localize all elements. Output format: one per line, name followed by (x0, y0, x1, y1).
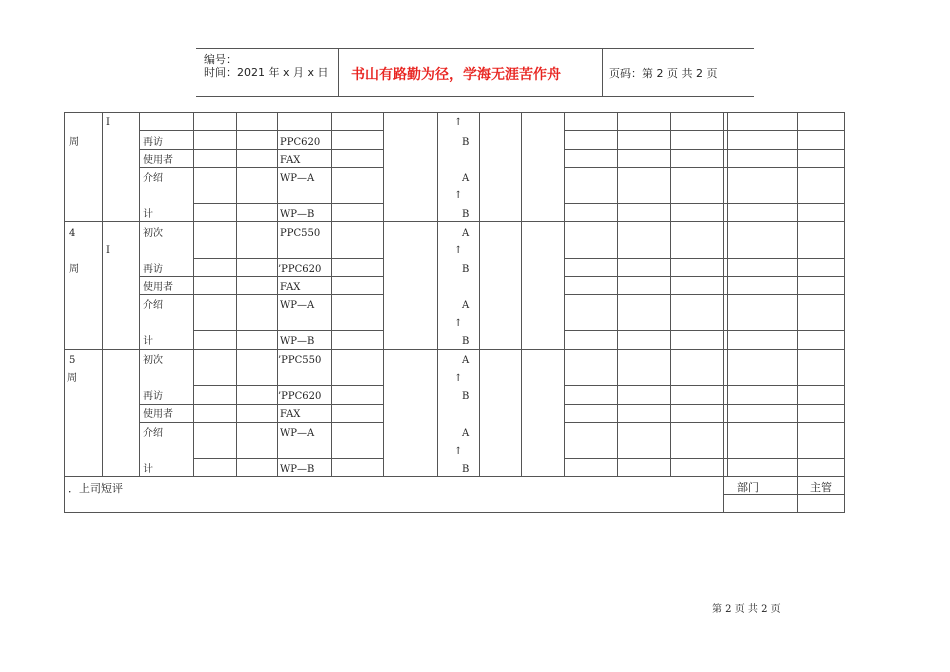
visit-type: 使用者 (143, 409, 173, 420)
grade-value: A (462, 228, 470, 239)
visit-type: 介绍 (143, 173, 163, 184)
grade-value: B (462, 391, 470, 402)
model-code: ’PPC620 (278, 391, 322, 402)
motto-text: 书山有路勤为径，学海无涯苦作舟 (351, 67, 561, 83)
visit-type: 介绍 (143, 428, 163, 439)
visit-type: 初次 (143, 228, 163, 239)
model-code: WP—A (280, 428, 315, 439)
manager-label: 主管 (810, 481, 832, 494)
grade-arrow: ↑ (454, 446, 463, 457)
week-label: 周 (67, 373, 77, 384)
visit-type: 计 (143, 464, 153, 475)
visit-type: 初次 (143, 355, 163, 366)
grade-value: A (462, 355, 470, 366)
row-mark: I (106, 117, 110, 128)
model-code: PPC550 (280, 228, 321, 239)
grade-arrow: ↑ (454, 373, 463, 384)
row-mark: I (106, 245, 110, 256)
model-code: FAX (280, 282, 301, 293)
grade-value: A (462, 300, 470, 311)
grade-value: B (462, 464, 470, 475)
week-number: 4 (69, 228, 76, 239)
week-number: 5 (69, 355, 76, 366)
grade-value: A (462, 173, 470, 184)
visit-type: 介绍 (143, 300, 163, 311)
model-code: WP—B (280, 336, 315, 347)
department-label: 部门 (737, 481, 759, 494)
visit-type: 使用者 (143, 282, 173, 293)
visit-type: 使用者 (143, 155, 173, 166)
supervisor-comment-label: ．上司短评 (68, 482, 123, 495)
page-info: 页码：第 2 页 共 2 页 (609, 67, 718, 80)
model-code: PPC620 (280, 137, 321, 148)
model-code: WP—A (280, 300, 315, 311)
grade-value: B (462, 209, 470, 220)
grade-arrow: ↑ (454, 318, 463, 329)
visit-type: 计 (143, 336, 153, 347)
grade-value: B (462, 264, 470, 275)
model-code: WP—B (280, 209, 315, 220)
page-footer: 第 2 页 共 2 页 (712, 604, 781, 615)
grade-arrow: ↑ (454, 117, 463, 128)
model-code: WP—B (280, 464, 315, 475)
model-code: ’PPC620 (278, 264, 322, 275)
grade-arrow: ↑ (454, 190, 463, 201)
grade-value: B (462, 137, 470, 148)
model-code: ’PPC550 (278, 355, 322, 366)
grade-arrow: ↑ (454, 245, 463, 256)
grade-value: A (462, 428, 470, 439)
model-code: FAX (280, 155, 301, 166)
visit-type: 计 (143, 209, 153, 220)
grade-value: B (462, 336, 470, 347)
model-code: FAX (280, 409, 301, 420)
week-label: 周 (69, 137, 79, 148)
week-label: 周 (69, 264, 79, 275)
date-label: 时间：2021 年 x 月 x 日 (204, 66, 329, 79)
model-code: WP—A (280, 173, 315, 184)
serial-number-label: 编号： (204, 53, 237, 66)
visit-type: 再访 (143, 137, 163, 148)
visit-type: 再访 (143, 391, 163, 402)
visit-type: 再访 (143, 264, 163, 275)
